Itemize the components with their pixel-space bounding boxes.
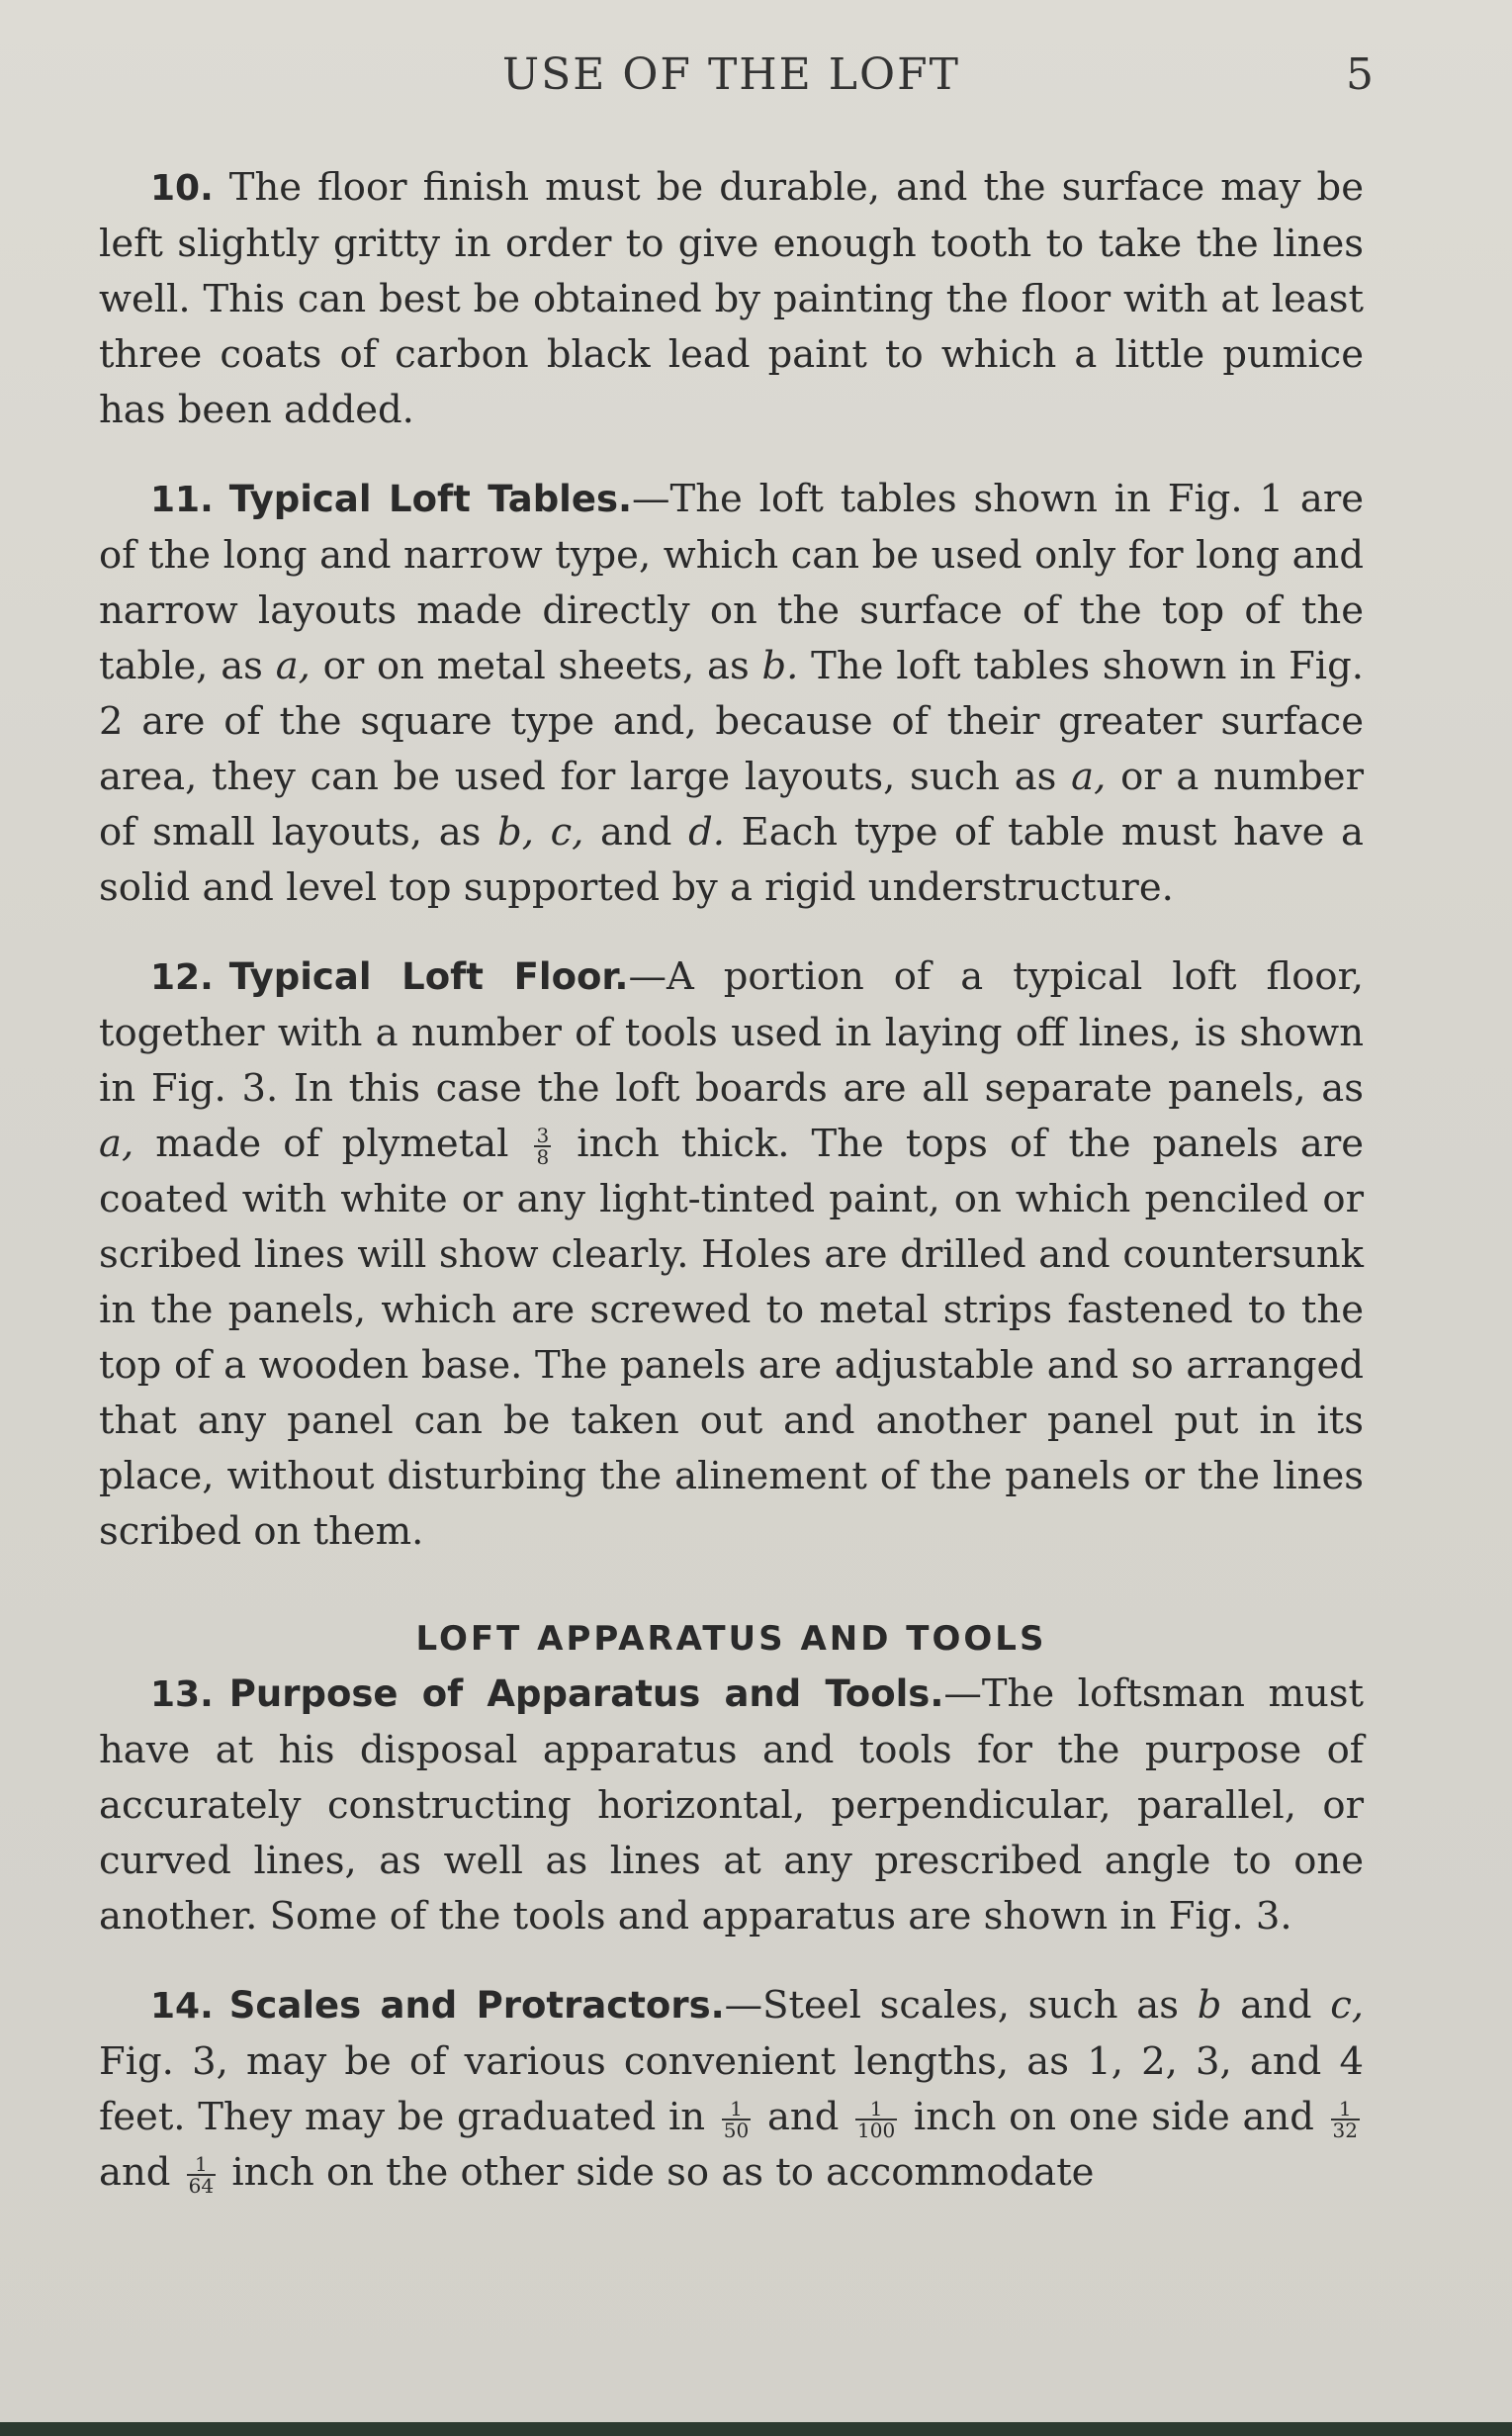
paragraph-text: The floor finish must be durable, and the surface may be left slightly gritty in order to give enough tooth to take the lines well. This can best be obtained by painting the floor with at least three coats of carbon black lead paint to which a little pumice has been added. — [99, 165, 1364, 432]
fraction — [855, 2099, 897, 2140]
fraction — [534, 1126, 551, 1167]
fraction-denominator: 32 — [1332, 2119, 1358, 2142]
page-number: 5 — [1346, 49, 1374, 100]
fraction-numerator: 1 — [187, 2154, 216, 2176]
italic-ref: a, — [1071, 755, 1107, 799]
paragraph-number: 14. — [150, 1986, 214, 2027]
fraction-denominator: 64 — [188, 2174, 215, 2198]
text-run: Fig. 3, may be of various convenient lengths, as 1, 2, 3, and 4 feet. They may be graduated in — [99, 2039, 1364, 2139]
text-run: or on metal sheets, as — [310, 644, 762, 688]
paragraph-title: Typical Loft Tables. — [228, 478, 633, 520]
text-run: The loft tables shown in Fig. 2 are of the square type and, because of their greater surface area, they can be used for large layouts, such as — [99, 644, 1364, 799]
text-run: and — [755, 2095, 852, 2139]
paragraph-text: —The loftsman must have at his disposal apparatus and tools for the purpose of accurately constructing horizontal, perpendicular, parallel, or curved lines, as well as lines at any prescribed angle to one another. Some of the tools and apparatus are shown in Fig. 3. — [99, 1671, 1364, 1939]
fraction — [722, 2099, 751, 2140]
fraction-denominator: 100 — [857, 2119, 896, 2142]
text-run: —Steel scales, such as — [724, 1983, 1198, 2028]
fraction-denominator: 8 — [536, 1145, 550, 1169]
italic-ref: c, — [1330, 1983, 1364, 2028]
text-run: inch thick. The tops of the panels are coated with white or any light-tinted paint, on which penciled or scribed lines will show clearly. Holes are drilled and countersunk in the panels, which are screwed to metal strips fastened to the top of a wooden base. The panels are adjustable and so arranged that any panel can be taken out and another panel put in its place, without disturbing the alinement of the panels or the lines scribed on them. — [99, 1122, 1365, 1554]
fraction-numerator: 3 — [536, 1124, 550, 1147]
paragraph-14 — [99, 1978, 1364, 2201]
section-heading: LOFT APPARATUS AND TOOLS — [415, 1619, 1047, 1659]
text-run: inch on one side and — [901, 2095, 1327, 2139]
paragraph-13 — [99, 1667, 1364, 1944]
italic-ref: d. — [688, 810, 725, 855]
text-run: —A portion of a typical loft floor, together with a number of tools used in laying off lines, is shown in Fig. 3. In this case the loft boards are all separate panels, as — [99, 954, 1364, 1111]
paragraph-title: Typical Loft Floor. — [228, 955, 629, 998]
italic-ref: a, — [275, 644, 311, 688]
text-run: made of plymetal — [133, 1122, 531, 1166]
paragraph-12 — [99, 949, 1364, 1560]
text-run: inch on the other side so as to accommodate — [220, 2150, 1095, 2195]
text-run: Each type of table must have a solid and level top supported by a rigid understructure. — [99, 810, 1364, 910]
text-run: and — [1221, 1983, 1331, 2028]
fraction — [1331, 2099, 1360, 2140]
paragraph-title: Purpose of Apparatus and Tools. — [228, 1672, 944, 1715]
italic-ref: b, c, — [497, 810, 584, 855]
text-run: or a number of small layouts, as — [99, 755, 1364, 855]
fraction — [187, 2154, 216, 2196]
fraction-numerator: 1 — [855, 2099, 897, 2120]
text-run: and — [99, 2150, 183, 2195]
text-run: and — [583, 810, 689, 855]
fraction-numerator: 1 — [722, 2099, 751, 2120]
running-header — [99, 49, 1374, 109]
text-run: —The loft tables shown in Fig. 1 are of the long and narrow type, which can be used only for long and narrow layouts made directly on the surface of the top of the table, as — [99, 477, 1365, 688]
paragraph-number: 13. — [150, 1674, 214, 1715]
paragraph-number: 12. — [150, 957, 214, 998]
paragraph-number: 11. — [150, 480, 214, 520]
fraction-numerator: 1 — [1331, 2099, 1360, 2120]
paragraph-10 — [99, 160, 1364, 438]
paragraph-title: Scales and Protractors. — [228, 1984, 725, 2027]
italic-ref: b — [1197, 1983, 1222, 2028]
paragraph-number: 10. — [150, 168, 214, 209]
italic-ref: b. — [761, 644, 799, 688]
paragraph-11 — [99, 472, 1364, 916]
fraction-denominator: 50 — [723, 2119, 750, 2142]
header-title: USE OF THE LOFT — [502, 49, 960, 100]
page-bottom-edge — [0, 2422, 1512, 2436]
italic-ref: a, — [99, 1122, 134, 1166]
